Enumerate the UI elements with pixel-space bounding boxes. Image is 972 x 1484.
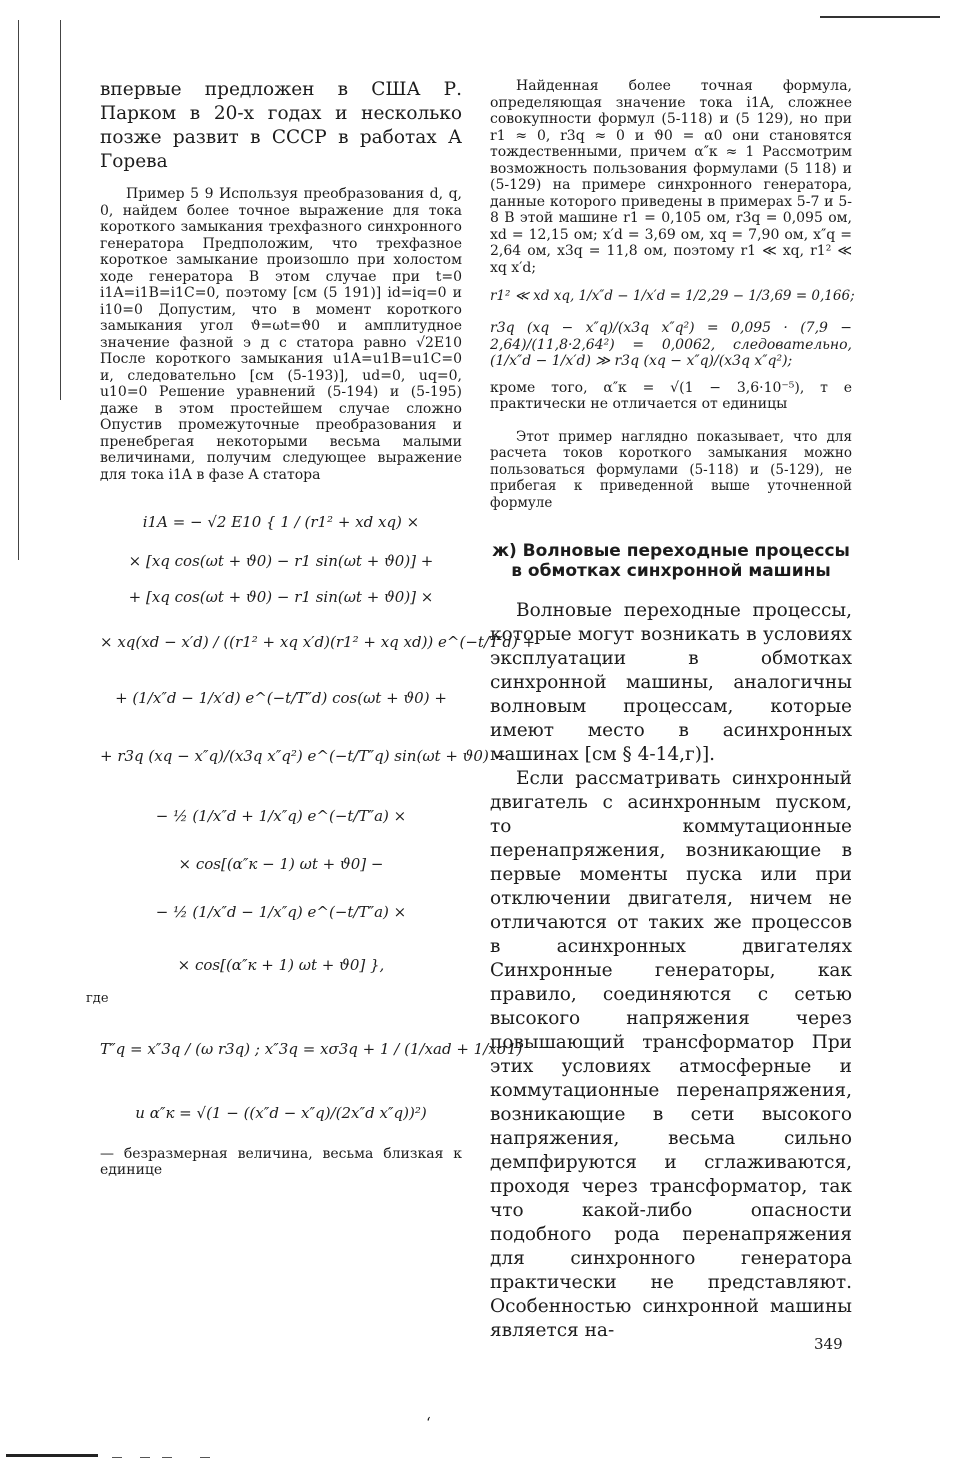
closing-remark: — безразмерная величина, весьма близкая к единице [100,1145,462,1178]
section-heading-line: ж) Волновые переходные процессы [492,541,850,561]
scan-edge-line [60,20,61,400]
formula-line: × [xq cos(ωt + ϑ0) − r1 sin(ωt + ϑ0)] + [128,552,434,570]
formula-line: × cos[(α″к − 1) ωt + ϑ0] − [178,855,384,873]
left-column [86,78,536,1179]
time-constant-definition: T″q = x″3q / (ω r3q) ; x″3q = xσ3q + 1 / (1/xad + 1/xσ1) [100,1039,523,1058]
page-number: 349 [814,1335,843,1353]
section-heading-line: в обмотках синхронной машины [511,561,831,581]
formula-line: i1A = − √2 E10 { 1 / (r1² + xd xq) × [142,513,420,531]
bottom-dash [140,1457,150,1458]
formula-line: + r3q (xq − x″q)/(x3q x″q²) e^(−t/T″q) sin(ωt + ϑ0) − [100,747,507,765]
alpha-definition: и α″к = √(1 − ((x″d − x″q)/(2x″d x″q))²) [135,1103,427,1122]
calc-line: r3q (xq − x″q)/(x3q x″q²) = 0,095 · (7,9 − 2,64)/(11,8·2,64²) = 0,0062, следовательно, (1/x″d − 1/x′d) ≫ r3q (xq − x″q)/(x3q x″q²); [490,320,852,369]
gde-label: где [86,991,109,1006]
body-paragraph: Если рассматривать синхронный двигатель с асинхронным пуском, то коммутационные перенапряжения, возникающие в первые моменты пуска или при отключении двигателя, ничем не отличаются от таких же процессов в асинхронных двигателях Синхронные генераторы, как правило, соединяются с сетью высокого напряжения через повышающий трансформатор При этих условиях атмосферные и коммутационные перенапряжения, возникающие в сети высокого напряжения, весьма сильно демпфируются и сглаживаются, проходя через трансформатор, так что какой-либо опасности подобного рода перенапряжения для синхронного генератора практически не представляют. Особенностью синхронной машины является на- [490,768,852,1341]
calc-paragraph: Найденная более точная формула, определяющая значение тока i1A, сложнее совокупности формул (5-118) и (5 129), но при r1 ≈ 0, r3q ≈ 0 и ϑ0 = α0 они становятся тождественными, причем α″к ≈ 1 Рассмотрим возможность пользования формулами (5 118) и (5-129) на примере синхронного генератора, данные которого приведены в примерах 5-7 и 5-8 В этой машине r1 = 0,105 ом, r3q = 0,095 ом, xd = 12,15 ом; x′d = 3,69 ом, xq = 7,90 ом, x″q = 2,64 ом, x3q = 11,8 ом, поэтому r1 ≪ xq, r1² ≪ xq x′d; [490,78,852,276]
top-rule [820,16,940,18]
bottom-dash [162,1457,172,1458]
formula-line: + (1/x″d − 1/x′d) e^(−t/T″d) cos(ωt + ϑ0) + [115,689,447,707]
section-heading [490,541,852,581]
scan-edge-line [18,20,19,560]
bottom-dash [200,1457,210,1458]
formula-line: × cos[(α″к + 1) ωt + ϑ0] }, [177,956,385,974]
example-note: Этот пример наглядно показывает, что для расчета токов короткого замыкания можно пользоваться формулами (5-118) и (5-129), не прибегая к приведенной выше уточненной формуле [490,428,852,511]
current-formula [100,501,536,987]
right-column [490,78,855,1343]
stray-mark: ‘ [426,1414,431,1432]
example-paragraph: Пример 5 9 Используя преобразования d, q, 0, найдем более точное выражение для тока короткого замыкания трехфазного синхронного генератора Предположим, что трехфазное короткое замыкание произошло при холостом ходе генератора В этом случае при t=0 i1A=i1B=i1C=0, поэтому [см (5 191)] id=iq=0 и i10=0 Допустим, что в момент короткого замыкания угол ϑ=ωt=ϑ0 и амплитудное значение фазной э д с статора равно √2E10 После короткого замыкания u1A=u1B=u1C=0 и, следовательно [см (5-193)], ud=0, uq=0, u10=0 Решение уравнений (5-194) и (5-195) даже в этом простейшем случае сложно Опустив промежуточные преобразования и пренебрегая некоторыми весьма малыми величинами, получим следующее выражение для тока i1A в фазе A статора [100,186,462,483]
bottom-rule [6,1454,98,1457]
formula-line: − ½ (1/x″d − 1/x″q) e^(−t/T″a) × [155,903,407,921]
bottom-dash [112,1457,122,1458]
calc-line: r1² ≪ xd xq, 1/x″d − 1/x′d = 1/2,29 − 1/3,69 = 0,166; [490,288,855,304]
calc-conclusion: кроме того, α″к = √(1 − 3,6·10⁻⁵), т е практически не отличается от единицы [490,379,852,412]
formula-line: − ½ (1/x″d + 1/x″q) e^(−t/T″a) × [155,807,407,825]
formula-line: × xq(xd − x′d) / ((r1² + xq x′d)(r1² + xq xd)) e^(−t/T′d) + [100,633,536,651]
formula-line: + [xq cos(ωt + ϑ0) − r1 sin(ωt + ϑ0)] × [128,588,434,606]
body-paragraph: Волновые переходные процессы, которые могут возникать в условиях эксплуатации в обмотках синхронной машины, аналогичны волновым процессам, которые имеют место в асинхронных машинах [см § 4-14,г)]. [490,600,852,765]
intro-paragraph: впервые предложен в США Р. Парком в 20-х годах и несколько позже развит в СССР в работах А Горева [100,79,462,172]
